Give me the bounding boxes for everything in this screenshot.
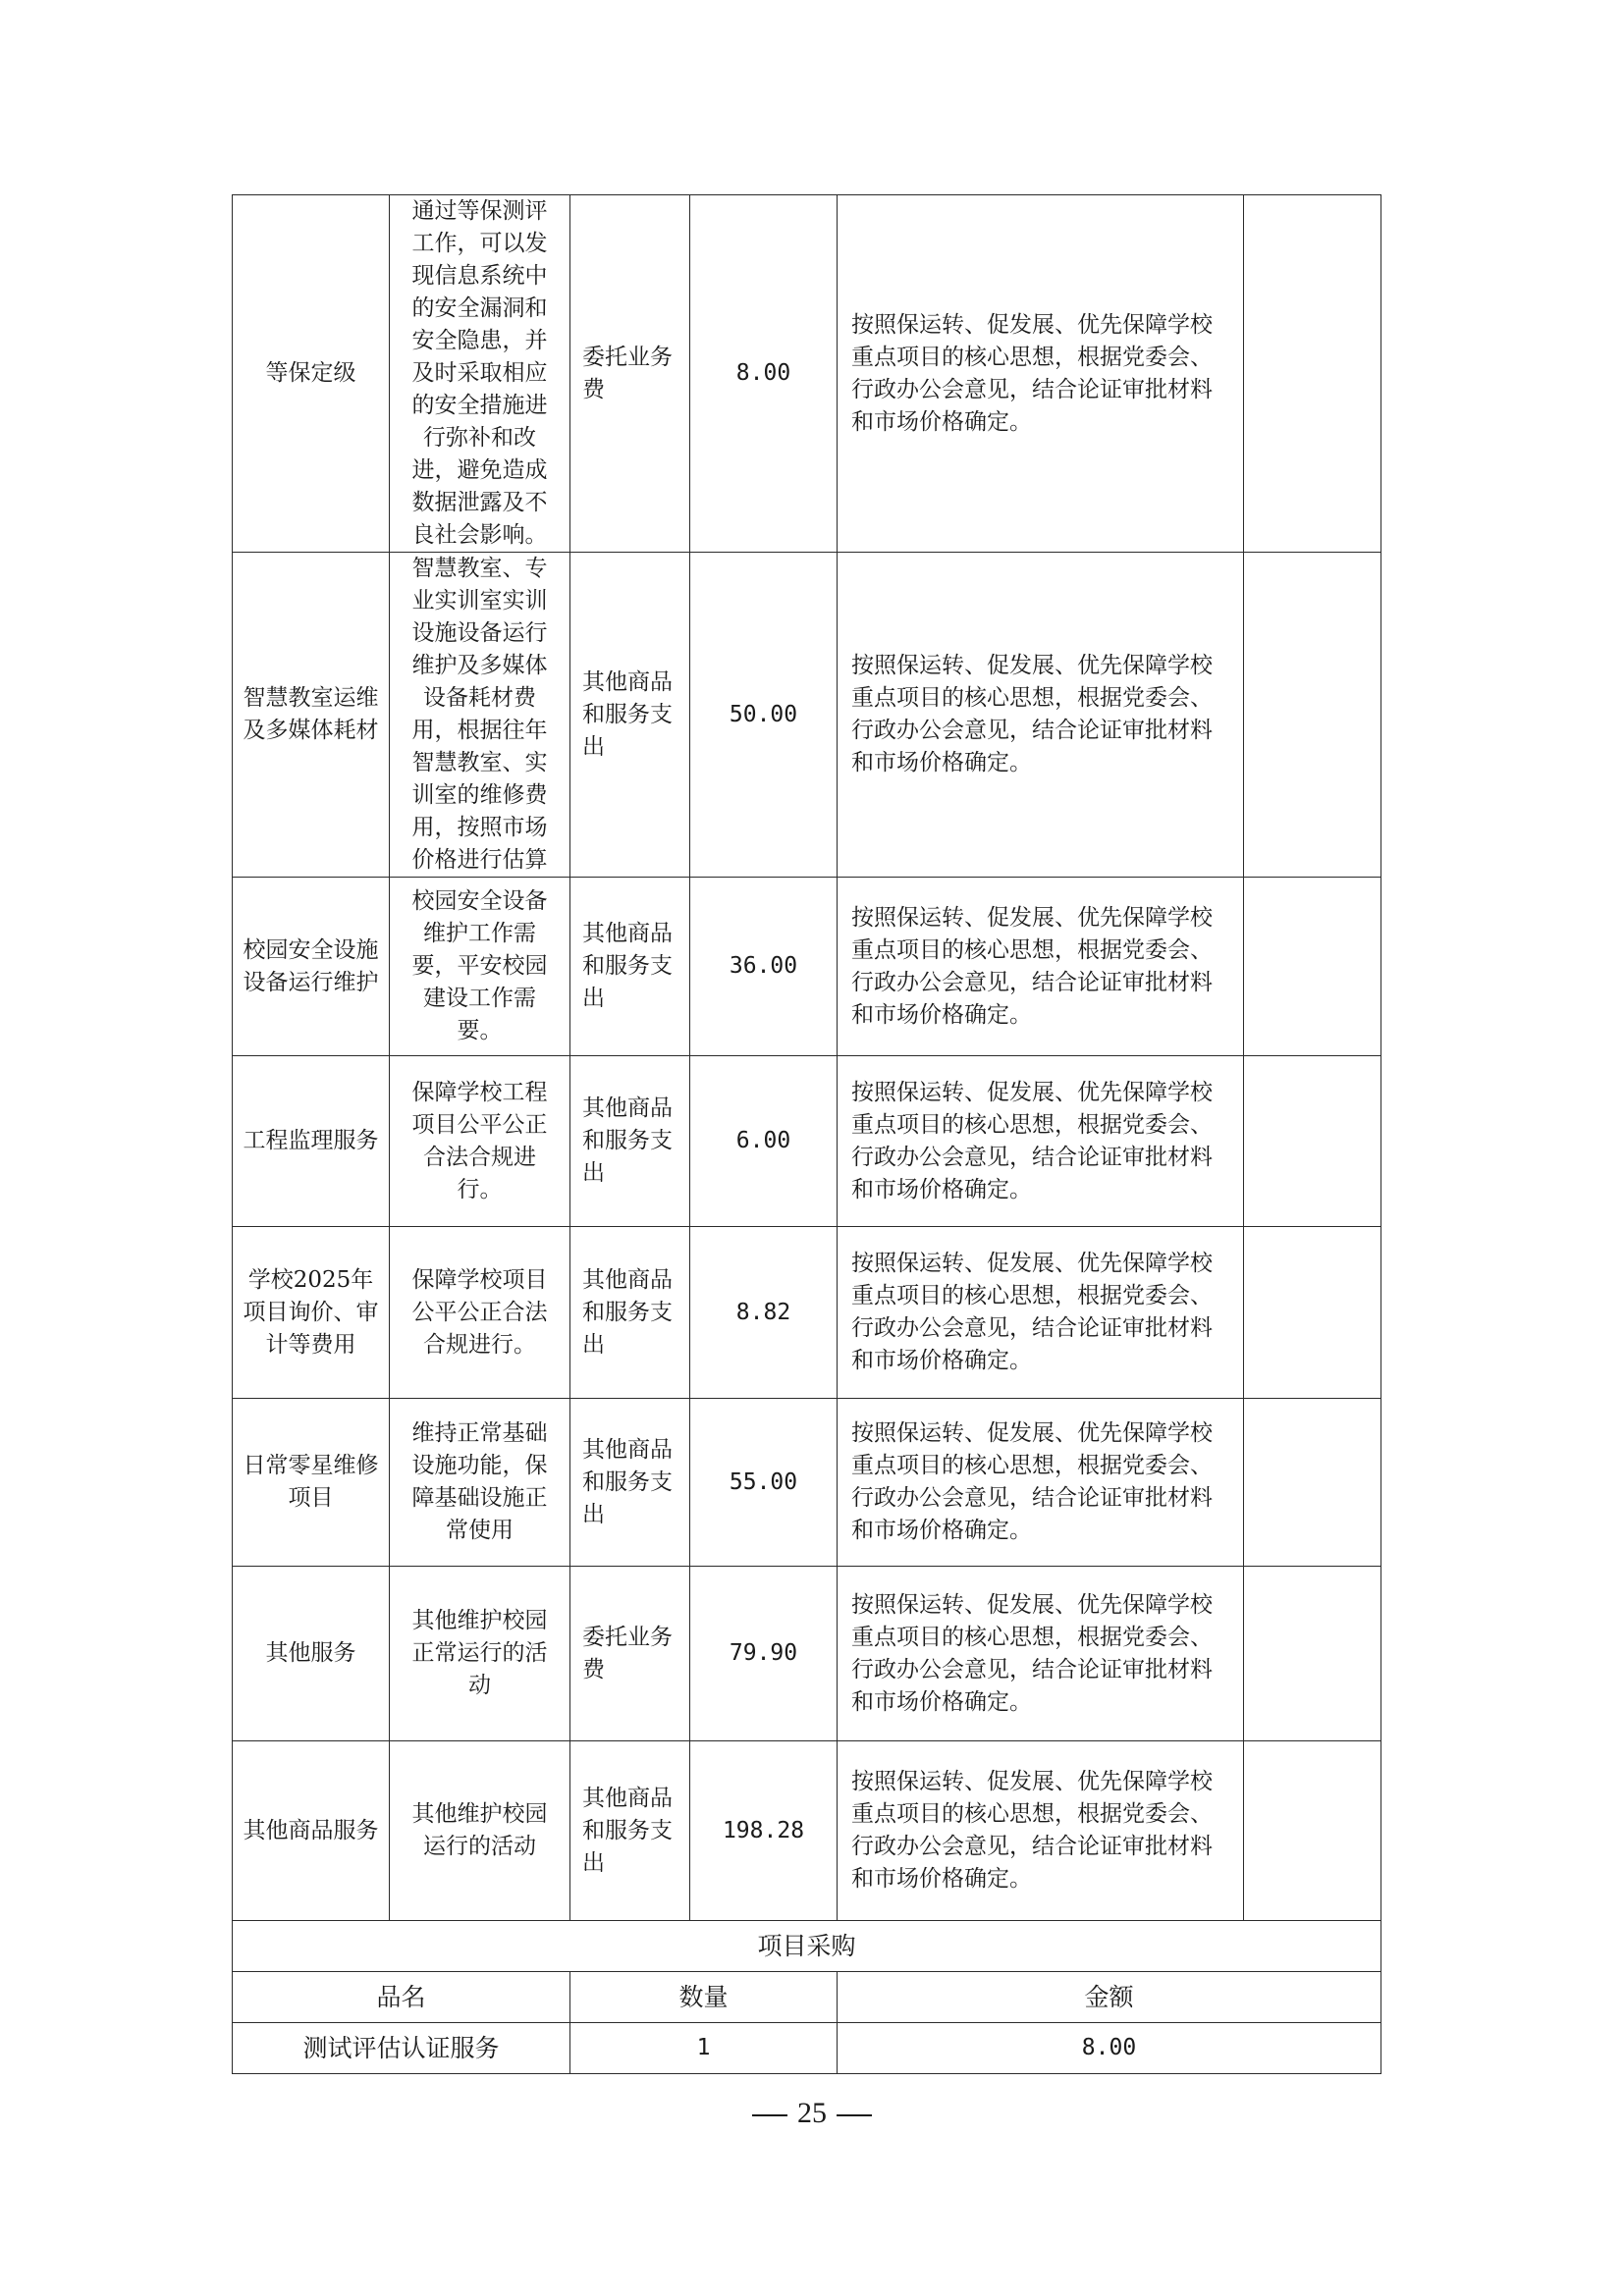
budget-basis: 按照保运转、促发展、优先保障学校重点项目的核心思想，根据党委会、行政办公会意见，结合论证审批材料和市场价格确定。 bbox=[838, 1567, 1244, 1741]
project-amount: 55.00 bbox=[690, 1399, 838, 1567]
project-description: 智慧教室、专业实训室实训设施设备运行维护及多媒体设备耗材费用，根据往年智慧教室、实训室的维修费用，按照市场价格进行估算 bbox=[390, 553, 570, 878]
table-row bbox=[233, 553, 1381, 878]
expense-type: 其他商品和服务支出 bbox=[570, 1227, 690, 1399]
budget-basis: 按照保运转、促发展、优先保障学校重点项目的核心思想，根据党委会、行政办公会意见，结合论证审批材料和市场价格确定。 bbox=[838, 1399, 1244, 1567]
procurement-title: 项目采购 bbox=[233, 1921, 1381, 1972]
table-row bbox=[233, 195, 1381, 553]
project-amount: 36.00 bbox=[690, 878, 838, 1056]
project-amount: 8.82 bbox=[690, 1227, 838, 1399]
procurement-row bbox=[233, 2023, 1381, 2074]
table-row bbox=[233, 1399, 1381, 1567]
project-description: 维持正常基础设施功能，保障基础设施正常使用 bbox=[390, 1399, 570, 1567]
budget-basis: 按照保运转、促发展、优先保障学校重点项目的核心思想，根据党委会、行政办公会意见，结合论证审批材料和市场价格确定。 bbox=[838, 1741, 1244, 1921]
note-cell bbox=[1244, 1399, 1381, 1567]
project-name: 等保定级 bbox=[233, 195, 390, 553]
note-cell bbox=[1244, 878, 1381, 1056]
project-name: 校园安全设施设备运行维护 bbox=[233, 878, 390, 1056]
note-cell bbox=[1244, 1227, 1381, 1399]
expense-type: 其他商品和服务支出 bbox=[570, 878, 690, 1056]
expense-type: 其他商品和服务支出 bbox=[570, 1399, 690, 1567]
table-row bbox=[233, 878, 1381, 1056]
dash-right bbox=[837, 2114, 872, 2116]
project-amount: 6.00 bbox=[690, 1056, 838, 1227]
budget-basis: 按照保运转、促发展、优先保障学校重点项目的核心思想，根据党委会、行政办公会意见，结合论证审批材料和市场价格确定。 bbox=[838, 1056, 1244, 1227]
procurement-header-row bbox=[233, 1972, 1381, 2023]
project-name: 其他服务 bbox=[233, 1567, 390, 1741]
budget-basis: 按照保运转、促发展、优先保障学校重点项目的核心思想，根据党委会、行政办公会意见，结合论证审批材料和市场价格确定。 bbox=[838, 1227, 1244, 1399]
expense-type: 其他商品和服务支出 bbox=[570, 1741, 690, 1921]
expense-type: 委托业务费 bbox=[570, 195, 690, 553]
budget-table bbox=[232, 194, 1381, 2074]
expense-type: 委托业务费 bbox=[570, 1567, 690, 1741]
header-quantity: 数量 bbox=[570, 1972, 838, 2023]
project-description: 通过等保测评工作，可以发现信息系统中的安全漏洞和安全隐患，并及时采取相应的安全措施进行弥补和改进，避免造成数据泄露及不良社会影响。 bbox=[390, 195, 570, 553]
project-name: 其他商品服务 bbox=[233, 1741, 390, 1921]
note-cell bbox=[1244, 195, 1381, 553]
project-amount: 198.28 bbox=[690, 1741, 838, 1921]
table-row bbox=[233, 1741, 1381, 1921]
project-name: 工程监理服务 bbox=[233, 1056, 390, 1227]
project-description: 其他维护校园正常运行的活动 bbox=[390, 1567, 570, 1741]
project-name: 智慧教室运维及多媒体耗材 bbox=[233, 553, 390, 878]
table-row bbox=[233, 1056, 1381, 1227]
note-cell bbox=[1244, 1567, 1381, 1741]
table-row bbox=[233, 1227, 1381, 1399]
project-description: 校园安全设备维护工作需要，平安校园建设工作需要。 bbox=[390, 878, 570, 1056]
page-number: 25 bbox=[797, 2097, 827, 2129]
note-cell bbox=[1244, 1741, 1381, 1921]
budget-basis: 按照保运转、促发展、优先保障学校重点项目的核心思想，根据党委会、行政办公会意见，结合论证审批材料和市场价格确定。 bbox=[838, 553, 1244, 878]
table-row bbox=[233, 1567, 1381, 1741]
page-number-footer bbox=[0, 2097, 1624, 2130]
expense-type: 其他商品和服务支出 bbox=[570, 553, 690, 878]
budget-basis: 按照保运转、促发展、优先保障学校重点项目的核心思想，根据党委会、行政办公会意见，结合论证审批材料和市场价格确定。 bbox=[838, 878, 1244, 1056]
header-item-name: 品名 bbox=[233, 1972, 570, 2023]
procurement-item-name: 测试评估认证服务 bbox=[233, 2023, 570, 2074]
expense-type: 其他商品和服务支出 bbox=[570, 1056, 690, 1227]
procurement-title-row bbox=[233, 1921, 1381, 1972]
procurement-quantity: 1 bbox=[570, 2023, 838, 2074]
project-description: 其他维护校园运行的活动 bbox=[390, 1741, 570, 1921]
note-cell bbox=[1244, 1056, 1381, 1227]
dash-left bbox=[752, 2114, 787, 2116]
project-amount: 8.00 bbox=[690, 195, 838, 553]
project-name: 日常零星维修项目 bbox=[233, 1399, 390, 1567]
budget-basis: 按照保运转、促发展、优先保障学校重点项目的核心思想，根据党委会、行政办公会意见，结合论证审批材料和市场价格确定。 bbox=[838, 195, 1244, 553]
project-name: 学校2025年项目询价、审计等费用 bbox=[233, 1227, 390, 1399]
procurement-amount: 8.00 bbox=[838, 2023, 1381, 2074]
project-amount: 79.90 bbox=[690, 1567, 838, 1741]
note-cell bbox=[1244, 553, 1381, 878]
project-amount: 50.00 bbox=[690, 553, 838, 878]
project-description: 保障学校工程项目公平公正合法合规进行。 bbox=[390, 1056, 570, 1227]
header-amount: 金额 bbox=[838, 1972, 1381, 2023]
project-description: 保障学校项目公平公正合法合规进行。 bbox=[390, 1227, 570, 1399]
